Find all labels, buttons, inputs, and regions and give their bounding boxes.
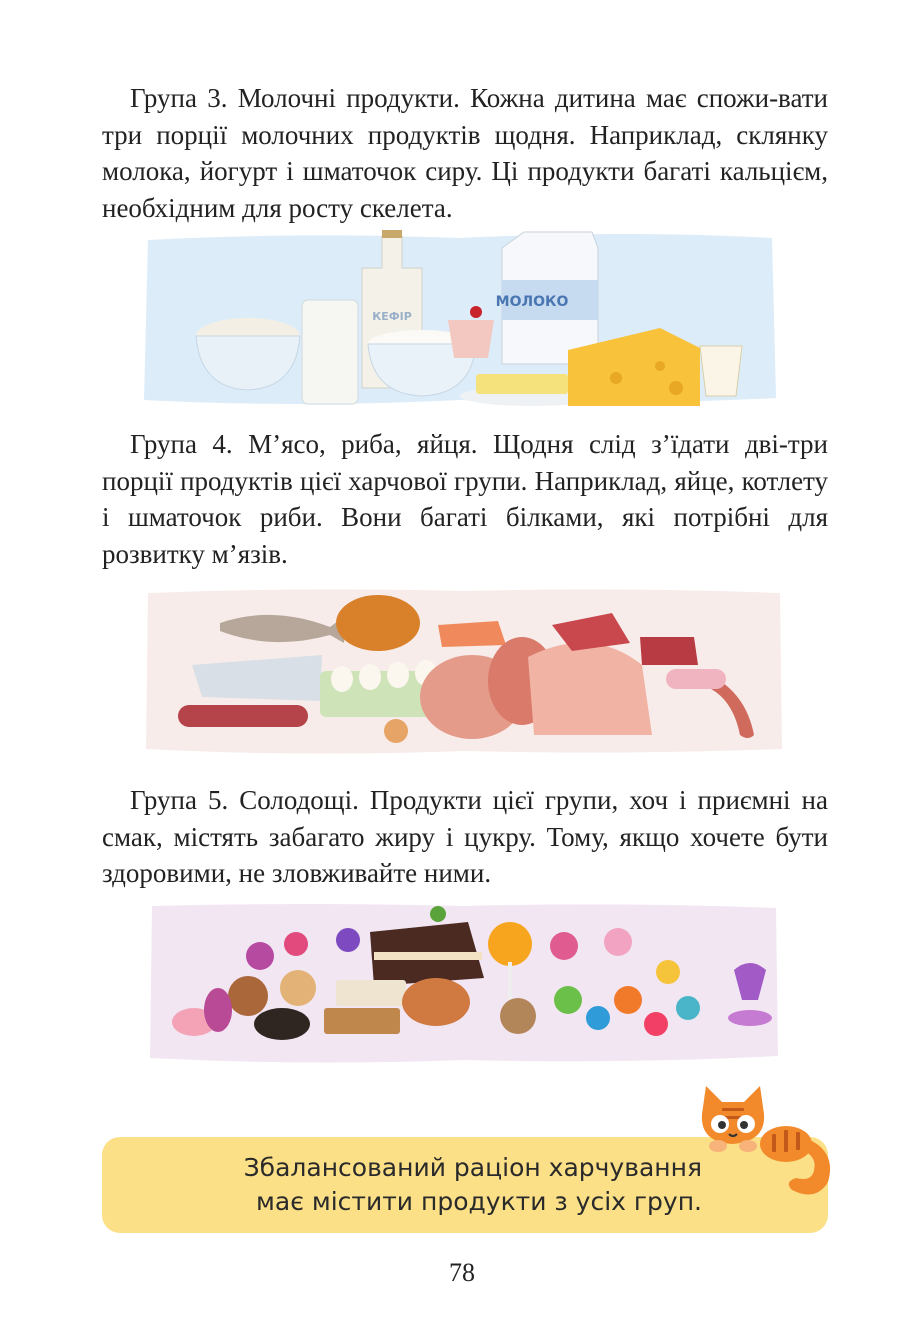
cat-illustration xyxy=(688,1078,838,1208)
kefir-label: КЕФІР xyxy=(372,310,412,323)
paragraph-meat: Група 4. М’ясо, риба, яйця. Щодня слід з’їдати дві-три порції продуктів цієї харчової групи. Наприклад, яйце, котлету і шматочок риби. Вони багаті білками, які потрібні для розвитку м’язів. xyxy=(102,429,828,569)
page-number: 78 xyxy=(449,1258,475,1287)
paragraph-sweets: Група 5. Солодощі. Продукти цієї групи, хоч і приємні на смак, містять забагато жиру і цукру. Тому, якщо хочете бути здоровими, не зловживайте ними. xyxy=(102,785,828,888)
callout-text xyxy=(102,1151,702,1219)
meat-fish-eggs-illustration xyxy=(142,585,786,757)
callout-line-1: Збалансований раціон харчування xyxy=(243,1153,702,1182)
callout-line-2: має містити продукти з усіх груп. xyxy=(256,1187,702,1216)
paragraph-dairy: Група 3. Молочні продукти. Кожна дитина має спожи-вати три порції молочних продуктів щодня. Наприклад, склянку молока, йогурт і шматочок сиру. Ці продукти багаті кальцієм, необхідним для росту скелета. xyxy=(102,83,828,223)
sweets-illustration xyxy=(148,900,780,1066)
milk-carton-label: МОЛОКО xyxy=(495,294,569,310)
dairy-products-illustration xyxy=(140,228,780,410)
